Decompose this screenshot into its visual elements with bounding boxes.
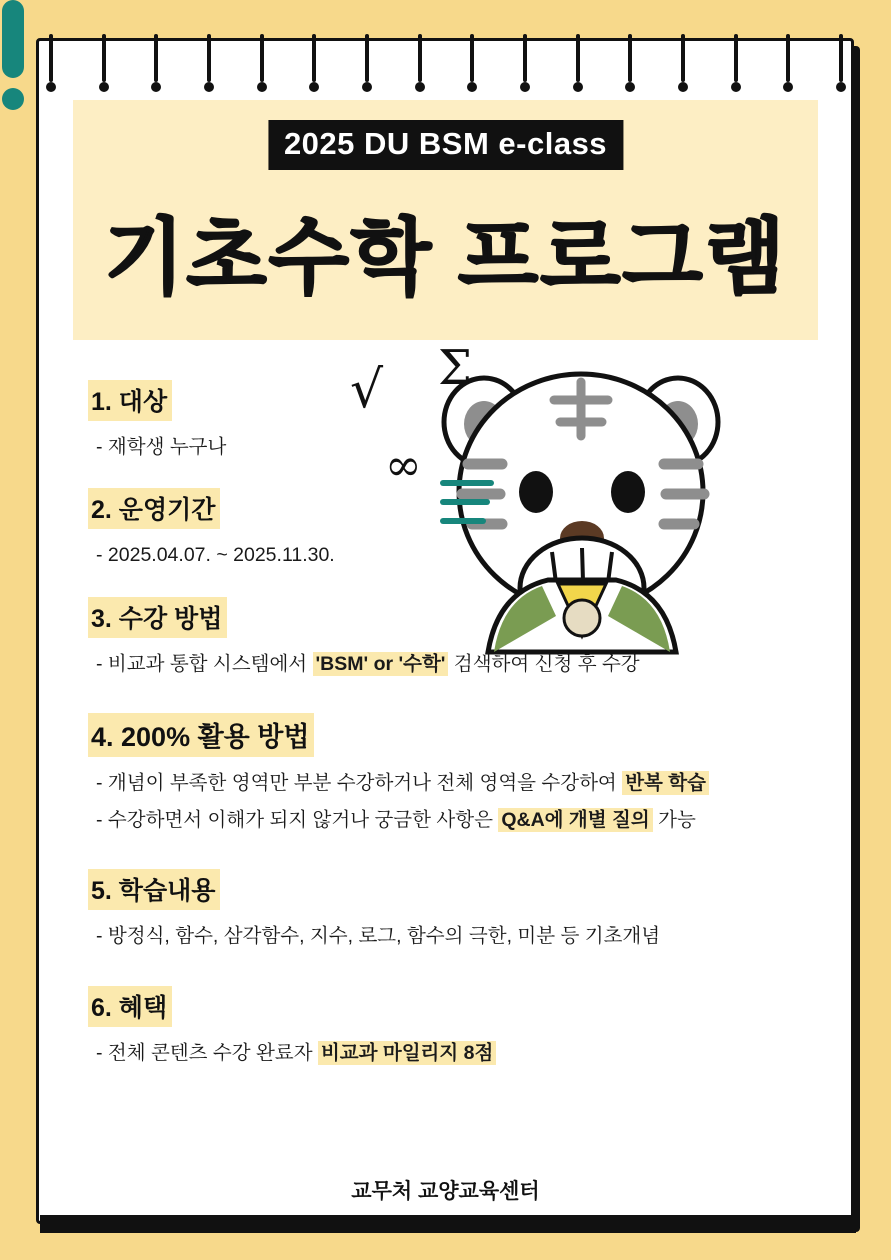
section-heading: 2. 운영기간 [88, 488, 220, 529]
spiral-ring-icon [257, 34, 267, 92]
section-4 [88, 713, 808, 836]
line-highlight: 반복 학습 [622, 771, 709, 795]
spiral-binding [46, 34, 846, 96]
section-line [96, 806, 808, 835]
poster-kicker: 2025 DU BSM e-class [268, 120, 623, 170]
spiral-ring-icon [204, 34, 214, 92]
section-line [96, 1039, 808, 1068]
line-text: - 비교과 통합 시스템에서 [96, 652, 313, 675]
spiral-ring-icon [362, 34, 372, 92]
section-line [96, 433, 808, 462]
spiral-ring-icon [836, 34, 846, 92]
section-line [96, 922, 808, 951]
spiral-ring-icon [573, 34, 583, 92]
spiral-ring-icon [625, 34, 635, 92]
spiral-ring-icon [46, 34, 56, 92]
exclamation-icon [0, 0, 26, 110]
line-suffix: 가능 [652, 809, 696, 831]
line-text: - 개념이 부족한 영역만 부분 수강하거나 전체 영역을 수강하여 [96, 771, 623, 794]
section-heading: 6. 혜택 [88, 986, 172, 1027]
spiral-ring-icon [415, 34, 425, 92]
content-list [88, 380, 808, 1076]
spiral-ring-icon [783, 34, 793, 92]
poster-title: 기초수학 프로그램 [104, 211, 787, 304]
section-heading: 3. 수강 방법 [88, 597, 227, 638]
spiral-ring-icon [520, 34, 530, 92]
section-heading: 5. 학습내용 [88, 869, 220, 910]
line-text: - 방정식, 함수, 삼각함수, 지수, 로그, 함수의 극한, 미분 등 기초개념 [96, 925, 661, 948]
infinity-icon: ∞ [385, 440, 422, 491]
line-highlight: 비교과 마일리지 8점 [318, 1041, 496, 1065]
section-3 [88, 597, 808, 679]
line-highlight: 'BSM' or '수학' [313, 652, 449, 676]
section-line [96, 650, 808, 679]
line-text: - 2025.04.07. ~ 2025.11.30. [96, 544, 335, 567]
spiral-ring-icon [99, 34, 109, 92]
section-5 [88, 869, 808, 951]
spiral-ring-icon [678, 34, 688, 92]
spiral-ring-icon [467, 34, 477, 92]
poster-footer: 교무처 교양교육센터 [351, 1180, 540, 1203]
line-text: - 재학생 누구나 [96, 436, 227, 458]
section-line [96, 769, 808, 798]
sqrt-icon: √ [350, 360, 384, 420]
spiral-ring-icon [309, 34, 319, 92]
line-highlight: Q&A에 개별 질의 [498, 808, 652, 832]
section-heading: 4. 200% 활용 방법 [88, 713, 314, 757]
section-2 [88, 488, 808, 570]
line-suffix: 검색하여 신청 후 수강 [448, 652, 640, 675]
spiral-ring-icon [731, 34, 741, 92]
line-text: - 전체 콘텐츠 수강 완료자 [96, 1041, 318, 1064]
section-1 [88, 380, 808, 462]
spiral-ring-icon [151, 34, 161, 92]
section-line [96, 541, 808, 570]
sigma-icon: Σ [438, 340, 472, 396]
section-6 [88, 986, 808, 1068]
line-text: - 수강하면서 이해가 되지 않거나 궁금한 사항은 [96, 809, 499, 831]
section-heading: 1. 대상 [88, 380, 172, 421]
bottom-bar [40, 1215, 856, 1233]
